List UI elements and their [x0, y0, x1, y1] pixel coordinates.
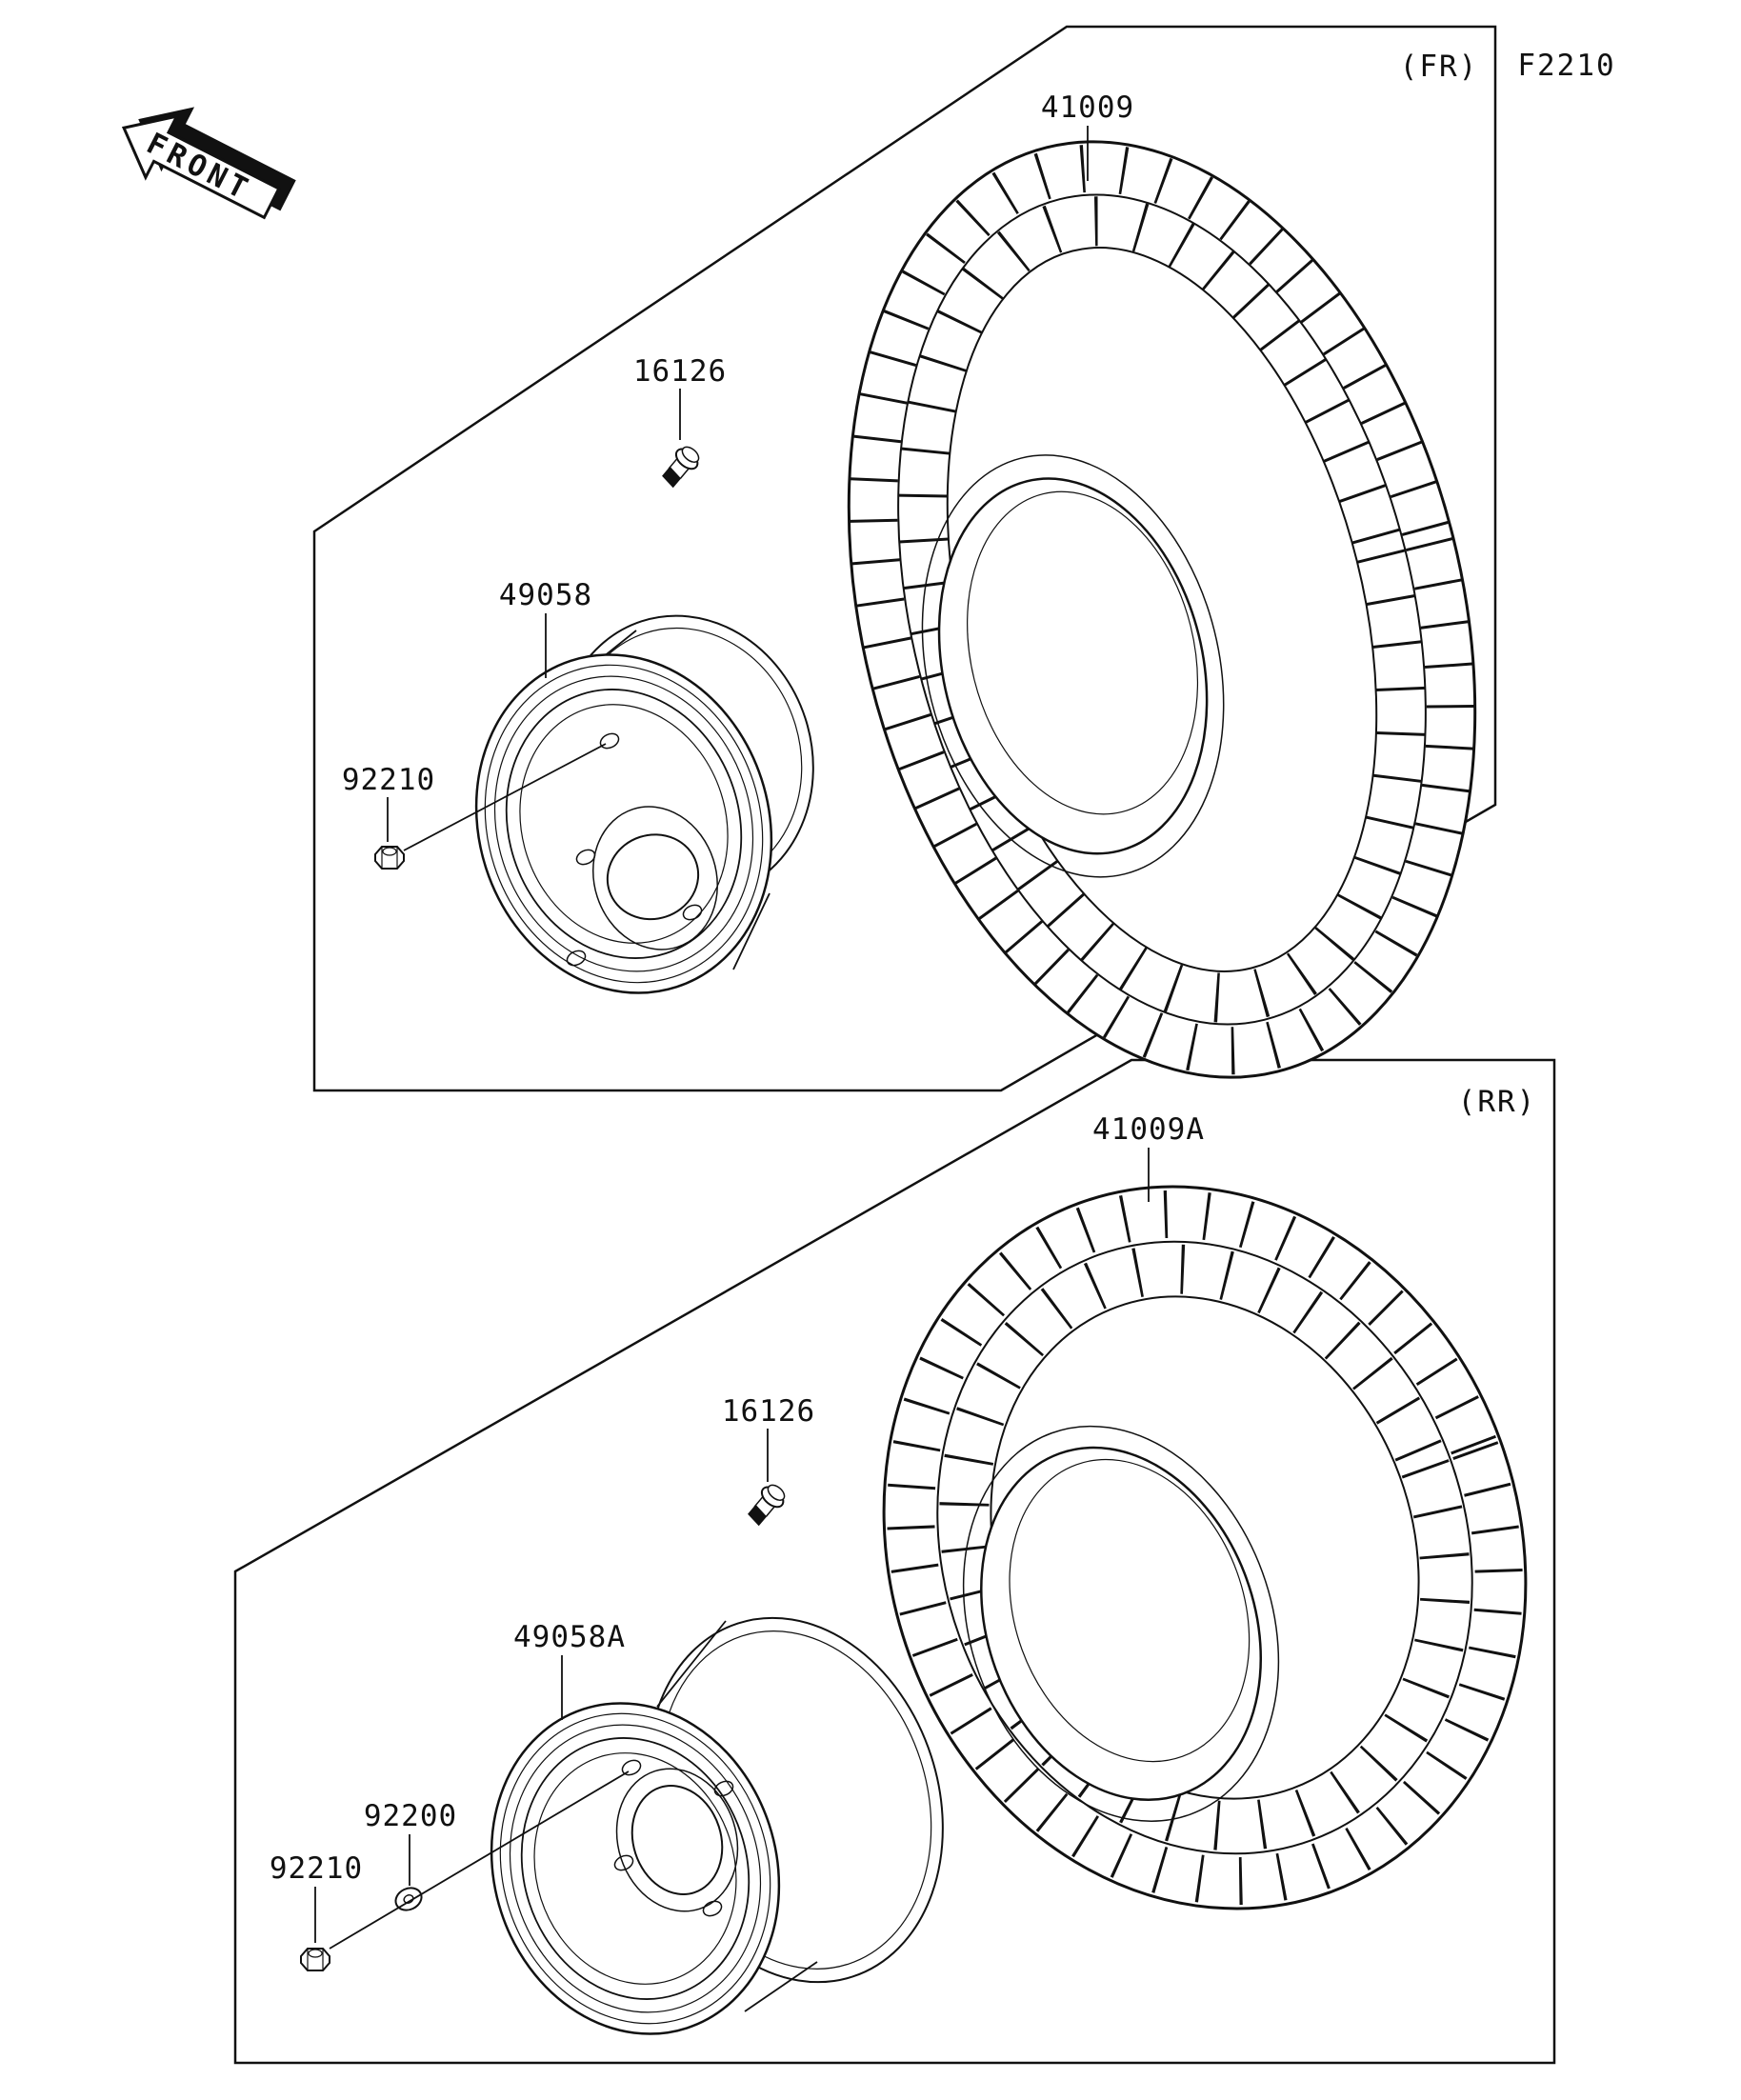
part-label-fr-rim[interactable]: 49058: [498, 578, 593, 612]
part-label-rr-valve[interactable]: 16126: [721, 1394, 816, 1429]
lug-nut-rear: [301, 1949, 330, 1970]
tire-front: [755, 75, 1568, 1145]
part-label-rr-washer[interactable]: 92200: [363, 1799, 458, 1833]
valve-stem-front: [658, 442, 704, 490]
front-arrow: [109, 85, 303, 239]
rr-tag-label: (RR): [1457, 1085, 1537, 1119]
part-label-fr-valve[interactable]: 16126: [632, 354, 728, 389]
fr-tag-label: (FR): [1399, 50, 1479, 84]
part-label-fr-nut[interactable]: 92210: [341, 763, 436, 797]
valve-stem-rear: [744, 1480, 790, 1528]
part-label-rr-tire[interactable]: 41009A: [1092, 1112, 1205, 1147]
part-label-rr-rim[interactable]: 49058A: [513, 1620, 626, 1654]
lug-nut-front: [375, 847, 404, 869]
front-arrow-label: FRONT: [141, 126, 257, 209]
washer-rear: [392, 1884, 426, 1914]
page-code-label: F2210: [1517, 49, 1616, 83]
part-label-rr-nut[interactable]: 92210: [269, 1851, 364, 1886]
rim-front: [433, 583, 850, 1032]
part-label-fr-tire[interactable]: 41009: [1040, 90, 1135, 125]
